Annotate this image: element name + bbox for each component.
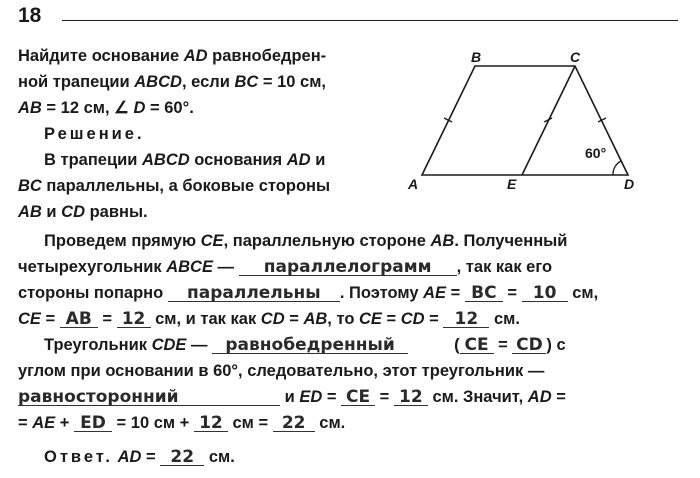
header-rule — [62, 20, 678, 21]
answer-field-16[interactable]: 22 — [273, 416, 315, 432]
solution-line-4: Проведем прямую CE, параллельную стороне AB. Полученный — [44, 232, 568, 250]
solution-line-6: стороны попарно параллельны . Поэтому AE = BC = 10 см, — [18, 283, 599, 303]
answer-field-12[interactable]: CE — [341, 390, 375, 406]
solution-line-9: углом при основании в 60°, следовательно, этот треугольник — — [18, 362, 545, 380]
answer-field-11[interactable]: равносторонний — [18, 390, 280, 406]
answer-field-1[interactable]: параллелограмм — [239, 260, 457, 276]
answer-field-14[interactable]: ED — [74, 416, 112, 432]
task-line-3: AB = 12 см, ∠ D = 60°. — [18, 99, 194, 117]
answer-field-13[interactable]: 12 — [394, 390, 428, 406]
solution-label: Решение. — [44, 125, 145, 143]
solution-line-1: В трапеции ABCD основания AD и — [44, 151, 326, 169]
answer-field-4[interactable]: 10 — [522, 286, 568, 302]
answer-field-6[interactable]: 12 — [117, 312, 151, 328]
answer-field-9[interactable]: CE — [460, 338, 494, 354]
vertex-label-c: C — [570, 49, 581, 65]
solution-line-2: BC параллельны, а боковые стороны — [18, 177, 331, 195]
answer-field-10[interactable]: CD — [512, 338, 546, 354]
vertex-label-d: D — [624, 176, 635, 192]
solution-line-7: CE = AB = 12 см, и так как CD = AB, то CE = CD = 12 см. — [18, 309, 520, 329]
solution-line-10: равносторонний и ED = CE = 12 см. Значит, AD = — [18, 387, 566, 407]
trapezoid-figure — [395, 44, 655, 194]
task-line-1: Найдите основание AD равнобедрен- — [18, 47, 327, 65]
answer-field-15[interactable]: 12 — [194, 416, 228, 432]
answer-line: Ответ. AD = 22 см. — [44, 447, 235, 467]
solution-line-5: четырехугольник ABCE — параллелограмм , так как его — [18, 257, 553, 277]
vertex-label-e: E — [507, 176, 517, 192]
answer-field-3[interactable]: BC — [465, 286, 503, 302]
answer-field-17[interactable]: 22 — [160, 450, 204, 466]
answer-field-8[interactable]: равнобедренный — [212, 338, 408, 354]
problem-number: 18 — [18, 4, 42, 27]
answer-label: Ответ. — [44, 448, 114, 466]
answer-field-5[interactable]: AB — [60, 312, 98, 328]
answer-field-7[interactable]: 12 — [443, 312, 489, 328]
angle-d-arc — [613, 161, 621, 175]
solution-line-11: = AE + ED = 10 см + 12 см = 22 см. — [18, 413, 346, 433]
solution-line-3: AB и CD равны. — [18, 203, 148, 221]
vertex-label-b: B — [471, 49, 482, 65]
task-line-2: ной трапеции ABCD, если BC = 10 см, — [18, 73, 327, 91]
angle-d-label: 60° — [585, 145, 607, 161]
answer-field-2[interactable]: параллельны — [168, 286, 340, 302]
solution-line-8: Треугольник CDE — равнобедренный ( CE = CD ) с — [44, 335, 566, 355]
vertex-label-a: A — [408, 176, 419, 192]
